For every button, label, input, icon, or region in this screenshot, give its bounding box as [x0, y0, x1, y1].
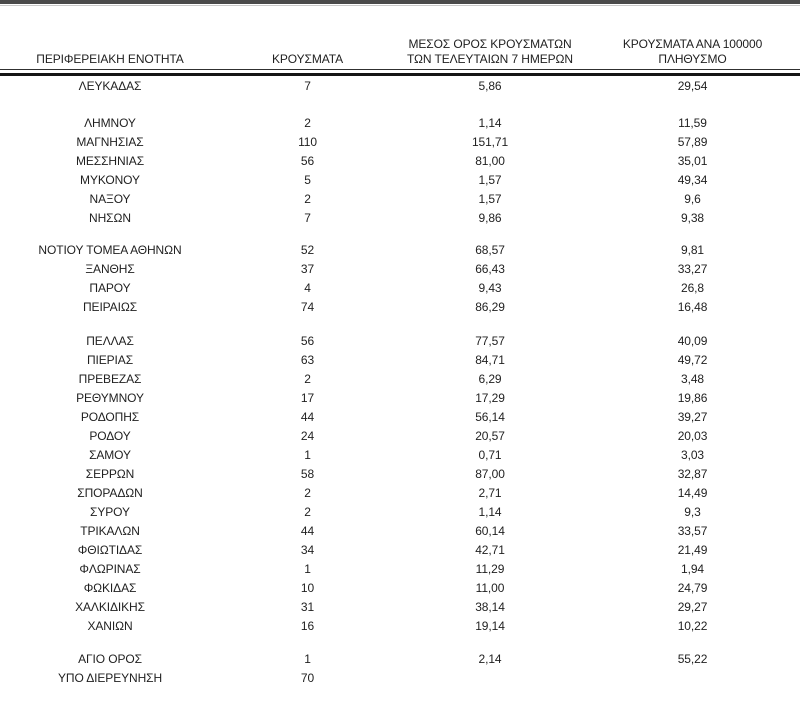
- cases-cell: 4: [304, 281, 311, 295]
- cases-cell: 74: [300, 300, 315, 314]
- per100k-cell: 40,09: [677, 334, 708, 348]
- region-cell: ΜΥΚΟΝΟΥ: [80, 173, 140, 187]
- avg7-cell: 11,29: [475, 562, 505, 576]
- region-cell: ΧΑΛΚΙΔΙΚΗΣ: [75, 600, 145, 614]
- cases-by-region-table: [0, 37, 800, 688]
- cases-cell: 44: [300, 410, 315, 424]
- avg7-cell: 77,57: [475, 334, 505, 348]
- avg7-cell: 0,71: [478, 448, 502, 462]
- cases-cell: 1: [304, 562, 311, 576]
- cases-cell: 1: [304, 448, 311, 462]
- avg7-cell: 2,71: [478, 486, 502, 500]
- region-cell: ΦΛΩΡΙΝΑΣ: [79, 562, 141, 576]
- avg7-cell: 81,00: [475, 154, 505, 168]
- section-gap: [0, 636, 800, 650]
- cases-cell: 56: [300, 334, 315, 348]
- per100k-cell: 9,38: [681, 211, 704, 225]
- region-cell: ΣΕΡΡΩΝ: [85, 467, 135, 481]
- top-border-shadow: [0, 5, 800, 6]
- cases-cell: 17: [300, 391, 315, 405]
- cases-cell: 52: [300, 243, 315, 257]
- per100k-cell: 3,03: [681, 448, 704, 462]
- cases-cell: 34: [300, 543, 315, 557]
- per100k-cell: 35,01: [677, 154, 708, 168]
- avg7-cell: 5,86: [478, 79, 502, 93]
- region-cell: ΛΕΥΚΑΔΑΣ: [78, 79, 142, 93]
- column-header-avg7: [395, 37, 585, 67]
- region-cell: ΝΑΞΟΥ: [89, 192, 131, 206]
- avg7-cell: 151,71: [471, 135, 509, 149]
- region-cell: ΣΥΡΟΥ: [90, 505, 130, 519]
- avg7-cell: 84,71: [475, 353, 505, 367]
- region-cell: ΠΡΕΒΕΖΑΣ: [78, 372, 142, 386]
- avg7-cell: 56,14: [475, 410, 505, 424]
- avg7-cell: 1,57: [478, 192, 502, 206]
- column-header-line: ΠΕΡΙΦΕΡΕΙΑΚΗ ΕΝΟΤΗΤΑ: [36, 52, 184, 66]
- avg7-cell: 1,14: [478, 505, 502, 519]
- avg7-cell: 20,57: [475, 429, 505, 443]
- table-row: [0, 260, 800, 279]
- section-gap: [0, 317, 800, 332]
- cases-cell: 31: [300, 600, 315, 614]
- avg7-cell: 9,86: [478, 211, 502, 225]
- table-row: [0, 484, 800, 503]
- cases-cell: 110: [298, 135, 317, 149]
- top-border-bar: [0, 0, 800, 4]
- column-header-line: ΚΡΟΥΣΜΑΤΑ ΑΝΑ 100000: [622, 37, 763, 51]
- per100k-cell: 24,79: [677, 581, 708, 595]
- per100k-cell: 33,27: [677, 262, 708, 276]
- per100k-cell: [585, 669, 800, 688]
- table-row: [0, 541, 800, 560]
- avg7-cell: 19,14: [475, 619, 505, 633]
- cases-cell: 24: [300, 429, 315, 443]
- table-row: [0, 370, 800, 389]
- per100k-cell: 14,49: [677, 486, 708, 500]
- cases-cell: 70: [300, 671, 315, 685]
- region-cell: ΜΑΓΝΗΣΙΑΣ: [76, 135, 144, 149]
- cases-cell: 2: [304, 372, 311, 386]
- region-cell: ΝΗΣΩΝ: [89, 211, 131, 225]
- per100k-cell: 29,54: [677, 79, 708, 93]
- cases-cell: 37: [300, 262, 315, 276]
- region-cell: ΥΠΟ ΔΙΕΡΕΥΝΗΣΗ: [57, 671, 163, 685]
- table-row: [0, 446, 800, 465]
- per100k-cell: 39,27: [677, 410, 708, 424]
- avg7-cell: 68,57: [475, 243, 505, 257]
- column-header-line: ΤΩΝ ΤΕΛΕΥΤΑΙΩΝ 7 ΗΜΕΡΩΝ: [407, 52, 573, 66]
- region-cell: ΞΑΝΘΗΣ: [85, 262, 135, 276]
- avg7-cell: 66,43: [475, 262, 505, 276]
- table-row: [0, 351, 800, 370]
- per100k-cell: 32,87: [677, 467, 708, 481]
- region-cell: ΜΕΣΣΗΝΙΑΣ: [75, 154, 145, 168]
- cases-cell: 2: [304, 192, 311, 206]
- column-header-per100k: [585, 37, 800, 67]
- region-cell: ΠΕΛΛΑΣ: [86, 334, 134, 348]
- region-cell: ΠΑΡΟΥ: [89, 281, 131, 295]
- region-cell: ΦΘΙΩΤΙΔΑΣ: [77, 543, 143, 557]
- region-cell: ΡΟΔΟΠΗΣ: [80, 410, 140, 424]
- table-body: [0, 77, 800, 688]
- per100k-cell: 49,72: [677, 353, 708, 367]
- per100k-cell: 33,57: [677, 524, 708, 538]
- avg7-cell: 86,29: [475, 300, 505, 314]
- column-header-region: [0, 52, 220, 67]
- avg7-cell: 60,14: [475, 524, 505, 538]
- region-cell: ΣΠΟΡΑΔΩΝ: [77, 486, 143, 500]
- cases-cell: 16: [300, 619, 315, 633]
- avg7-cell: 42,71: [475, 543, 505, 557]
- per100k-cell: 21,49: [677, 543, 708, 557]
- table-row: [0, 389, 800, 408]
- table-row: [0, 408, 800, 427]
- avg7-cell: 2,14: [478, 652, 502, 666]
- region-cell: ΠΙΕΡΙΑΣ: [86, 353, 134, 367]
- avg7-cell: 6,29: [478, 372, 502, 386]
- table-row: [0, 298, 800, 317]
- column-header-line: ΚΡΟΥΣΜΑΤΑ: [271, 52, 344, 66]
- per100k-cell: 57,89: [677, 135, 708, 149]
- table-row: [0, 171, 800, 190]
- avg7-cell: 87,00: [475, 467, 505, 481]
- avg7-cell: 11,00: [475, 581, 505, 595]
- table-row: [0, 560, 800, 579]
- region-cell: ΤΡΙΚΑΛΩΝ: [80, 524, 140, 538]
- table-row: [0, 77, 800, 96]
- table-row: [0, 598, 800, 617]
- table-row: [0, 279, 800, 298]
- table-row: [0, 579, 800, 598]
- avg7-cell: 38,14: [475, 600, 505, 614]
- table-row: [0, 465, 800, 484]
- per100k-cell: 9,3: [684, 505, 701, 519]
- region-cell: ΝΟΤΙΟΥ ΤΟΜΕΑ ΑΘΗΝΩΝ: [38, 243, 182, 257]
- per100k-cell: 10,22: [677, 619, 708, 633]
- region-cell: ΣΑΜΟΥ: [89, 448, 131, 462]
- per100k-cell: 9,81: [681, 243, 704, 257]
- cases-cell: 2: [304, 486, 311, 500]
- per100k-cell: 55,22: [677, 652, 708, 666]
- cases-cell: 2: [304, 505, 311, 519]
- column-header-line: ΜΕΣΟΣ ΟΡΟΣ ΚΡΟΥΣΜΑΤΩΝ: [408, 37, 572, 51]
- cases-cell: 63: [300, 353, 315, 367]
- per100k-cell: 26,8: [681, 281, 704, 295]
- section-gap: [0, 228, 800, 241]
- cases-cell: 7: [304, 79, 311, 93]
- region-cell: ΡΕΘΥΜΝΟΥ: [76, 391, 144, 405]
- region-cell: ΦΩΚΙΔΑΣ: [83, 581, 137, 595]
- avg7-cell: 17,29: [475, 391, 505, 405]
- avg7-cell: 9,43: [478, 281, 502, 295]
- region-cell: ΑΓΙΟ ΟΡΟΣ: [78, 652, 142, 666]
- per100k-cell: 16,48: [677, 300, 708, 314]
- avg7-cell: 1,14: [478, 116, 502, 130]
- table-row: [0, 503, 800, 522]
- per100k-cell: 3,48: [681, 372, 704, 386]
- region-cell: ΡΟΔΟΥ: [89, 429, 131, 443]
- region-cell: ΠΕΙΡΑΙΩΣ: [82, 300, 138, 314]
- region-cell: ΧΑΝΙΩΝ: [87, 619, 133, 633]
- avg7-cell: [395, 669, 585, 688]
- table-row: [0, 209, 800, 228]
- column-header-cases: [220, 52, 395, 67]
- table-row: [0, 522, 800, 541]
- table-row: [0, 669, 800, 688]
- table-row: [0, 650, 800, 669]
- cases-cell: 56: [300, 154, 315, 168]
- per100k-cell: 29,27: [677, 600, 708, 614]
- header-rule-thin: [0, 69, 800, 70]
- cases-cell: 2: [304, 116, 311, 130]
- table-row: [0, 617, 800, 636]
- section-gap: [0, 96, 800, 114]
- per100k-cell: 19,86: [677, 391, 708, 405]
- per100k-cell: 1,94: [681, 562, 704, 576]
- cases-cell: 5: [304, 173, 311, 187]
- cases-cell: 44: [300, 524, 315, 538]
- header-rule-thick: [0, 73, 800, 76]
- table-row: [0, 114, 800, 133]
- table-row: [0, 152, 800, 171]
- per100k-cell: 49,34: [677, 173, 708, 187]
- table-row: [0, 427, 800, 446]
- table-header-row: [0, 37, 800, 67]
- table-row: [0, 190, 800, 209]
- cases-cell: 58: [300, 467, 315, 481]
- region-cell: ΛΗΜΝΟΥ: [84, 116, 136, 130]
- cases-cell: 7: [304, 211, 311, 225]
- cases-cell: 10: [300, 581, 315, 595]
- per100k-cell: 11,59: [678, 116, 707, 130]
- table-row: [0, 241, 800, 260]
- avg7-cell: 1,57: [478, 173, 502, 187]
- table-row: [0, 332, 800, 351]
- per100k-cell: 9,6: [684, 192, 701, 206]
- cases-cell: 1: [304, 652, 311, 666]
- per100k-cell: 20,03: [677, 429, 708, 443]
- table-row: [0, 133, 800, 152]
- column-header-line: ΠΛΗΘΥΣΜΟ: [658, 52, 727, 66]
